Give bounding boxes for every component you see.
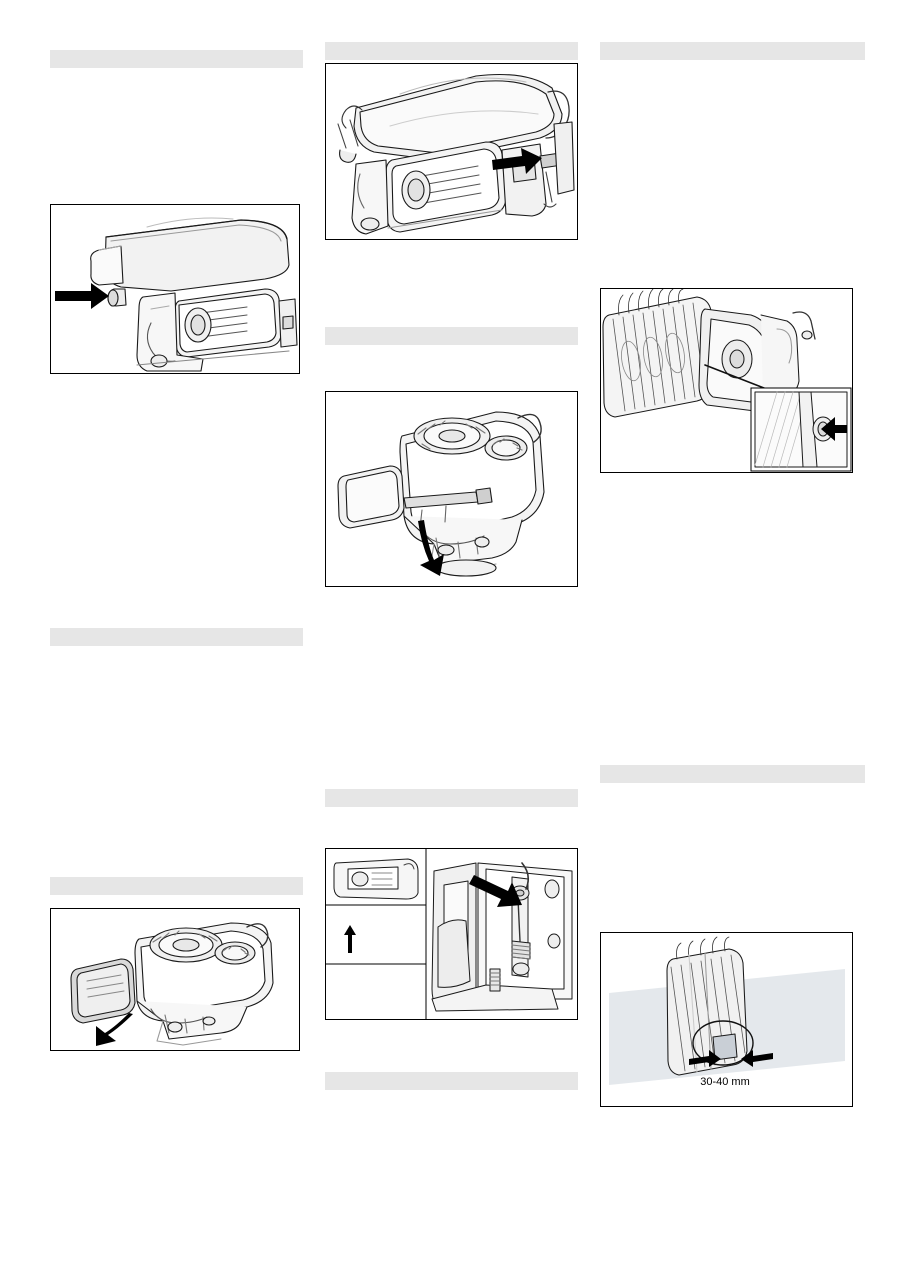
section-heading-bar-c2-s3 <box>325 789 578 807</box>
fig-6-illustration <box>601 289 852 472</box>
fig-5-illustration <box>326 849 577 1019</box>
section-heading-bar-c1-s2 <box>50 628 303 646</box>
figure-machine-frame-adjustment-detail <box>325 848 578 1020</box>
column-left <box>50 0 310 1273</box>
section-heading-bar-c2-s4 <box>325 1072 578 1090</box>
figure-engine-choke-lever-front-view <box>50 204 300 374</box>
figure-brush-contact-strip-width-measurement <box>600 932 853 1107</box>
fig-3-illustration <box>326 392 577 586</box>
column-middle <box>325 0 585 1273</box>
figure-brush-roller-side-with-detail-inset <box>600 288 853 473</box>
figure-engine-air-filter-cover-view <box>50 908 300 1051</box>
fig-2-illustration <box>326 64 577 239</box>
section-heading-bar-c3-s1 <box>600 42 865 60</box>
fig-7-illustration <box>601 933 852 1106</box>
section-heading-bar-c3-s2 <box>600 765 865 783</box>
column-right <box>600 0 860 1273</box>
figure-engine-fuel-valve-open-view <box>325 391 578 587</box>
section-heading-bar-c2-s1 <box>325 42 578 60</box>
figure-engine-throttle-control-top-view <box>325 63 578 240</box>
fig-1-illustration <box>51 205 299 373</box>
section-heading-bar-c1-s1 <box>50 50 303 68</box>
measurement-label: 30-40 mm <box>700 1076 750 1088</box>
section-heading-bar-c2-s2 <box>325 327 578 345</box>
fig-4-illustration <box>51 909 299 1050</box>
section-heading-bar-c1-s3 <box>50 877 303 895</box>
arrow-pointing-right <box>55 283 109 309</box>
